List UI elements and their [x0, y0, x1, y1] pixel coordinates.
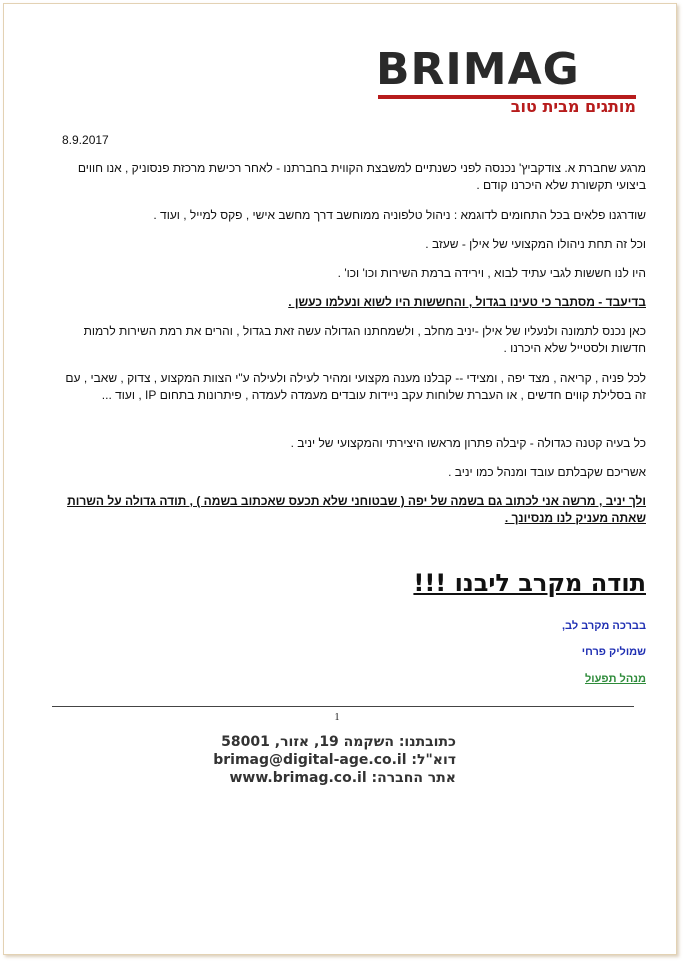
signature-greeting: בברכה מקרב לב,	[561, 620, 646, 632]
paragraph-4: היו לנו חששות לגבי עתיד לבוא , וירידה ברמת השירות וכו' וכו' .	[337, 266, 646, 280]
paragraph-1: מרגע שחברת א. צודקביץ' נכנסה לפני כשנתיים למשבצת הקווית בחברתנו - לאחר רכישת מרכזת פנסוניק , אנו חווים ביצועי תקשורת שלא היכרנו קודם .	[77, 161, 646, 192]
paragraph-8: כל בעיה קטנה כגדולה - קיבלה פתרון מראשו היצירתי והמקצועי של יניב .	[290, 436, 646, 450]
paragraph-9: אשריכם שקבלתם עובד ומנהל כמו יניב .	[448, 465, 646, 479]
brimag-logo	[376, 44, 640, 116]
logo-slogan: מותגים מבית טוב	[510, 97, 636, 116]
footer-divider	[52, 706, 634, 707]
signature-title: מנהל תפעול	[585, 673, 646, 685]
logo-wordmark: BRIMAG	[376, 44, 580, 95]
paragraph-2: שודרגנו פלאים בכל התחומים לדוגמא : ניהול טלפוניה ממוחשב דרך מחשב אישי , פקס למייל , ועוד .	[153, 208, 646, 222]
paragraph-5-hindsight: בדיעבד - מסתבר כי טעינו בגדול , והחששות היו לשוא ונעלמו כעשן .	[288, 295, 646, 309]
paragraph-10-yaniv: ולך יניב , מרשה אני לכתוב גם בשמה של יפה ( שבטוחני שלא תכעס שאכתוב בשמה ) , תודה גדולה על השרות שאתה מעניק לנו מנסיונך .	[67, 494, 646, 525]
letter-date: 8.9.2017	[62, 133, 109, 147]
paragraph-6: כאן נכנס לתמונה ולנעליו של אילן -יניב מחלב , ולשמחתנו הגדולה עשה זאת בגדול , והרים את רמת השירות לרמות חדשות ולסטייל שלא היכרנו .	[83, 324, 646, 355]
footer-address: כתובתנו: השקמה 19, אזור, 58001	[221, 734, 456, 750]
thanks-heading: תודה מקרב ליבנו !!!	[413, 569, 646, 597]
page-number: 1	[334, 712, 340, 723]
signature-name: שמוליק פרחי	[581, 646, 646, 658]
footer-email: דוא"ל: brimag@digital-age.co.il	[213, 752, 456, 768]
paragraph-7: לכל פניה , קריאה , מצד יפה , ומצידי -- קבלנו מענה מקצועי ומהיר לעילה ולעילה ע"י הצוות המקצוע , צדוק , שאבי , עם זה בסלילת קווים חדשים , או העברת שלוחות עקב ניידות עובדים מעמדה לעמדה , פיתרונות בתחום IP , ועוד ...	[65, 371, 646, 402]
footer-website: אתר החברה: www.brimag.co.il	[229, 770, 456, 786]
paragraph-3: וכל זה תחת ניהולו המקצועי של אילן - שעזב .	[425, 237, 646, 251]
